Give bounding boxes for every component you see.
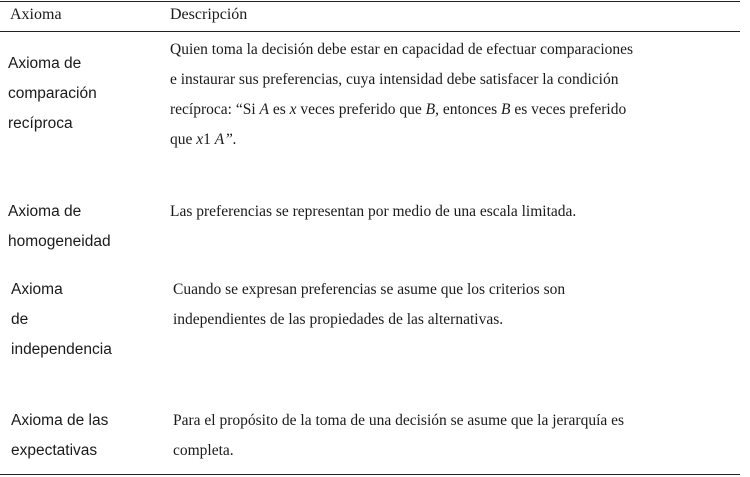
row-3-axiom-line-3: independencia bbox=[11, 341, 112, 358]
row-3-description bbox=[173, 275, 736, 335]
row-1-desc-line-2: e instaurar sus preferencias, cuya intensidad debe satisfacer la condición bbox=[170, 71, 619, 88]
row-1-desc-line-4: que x1 A”. bbox=[170, 131, 237, 148]
row-1-axiom-line-2: comparación bbox=[8, 85, 97, 102]
row-3-desc-line-1: Cuando se expresan preferencias se asume que los criterios son bbox=[173, 281, 566, 298]
row-2-axiom-line-1: Axioma de bbox=[8, 203, 82, 220]
header-axioma: Axioma bbox=[10, 6, 62, 23]
table-top-rule bbox=[0, 1, 740, 2]
row-4-axiom-line-1: Axioma de las bbox=[11, 412, 109, 429]
row-2-axiom bbox=[8, 197, 158, 257]
row-1-description bbox=[170, 35, 736, 155]
row-2-desc-line-1: Las preferencias se representan por medio de una escala limitada. bbox=[170, 203, 577, 220]
row-1-axiom bbox=[8, 49, 158, 139]
row-2-axiom-line-2: homogeneidad bbox=[8, 233, 111, 250]
header-descripcion: Descripción bbox=[170, 6, 248, 23]
row-1-axiom-line-3: recíproca bbox=[8, 115, 73, 132]
table-header-rule bbox=[0, 31, 740, 32]
row-3-axiom-line-2: de bbox=[11, 311, 29, 328]
table-bottom-rule bbox=[0, 474, 740, 475]
row-4-axiom-line-2: expectativas bbox=[11, 442, 98, 459]
row-3-axiom-line-1: Axioma bbox=[11, 281, 63, 298]
row-3-axiom bbox=[11, 275, 161, 365]
row-1-axiom-line-1: Axioma de bbox=[8, 55, 82, 72]
row-4-axiom bbox=[11, 406, 161, 466]
row-3-desc-line-2: independientes de las propiedades de las alternativas. bbox=[173, 311, 504, 328]
row-2-description bbox=[170, 197, 736, 227]
row-4-description bbox=[173, 406, 736, 466]
row-4-desc-line-1: Para el propósito de la toma de una decisión se asume que la jerarquía es bbox=[173, 412, 625, 429]
row-1-desc-line-3: recíproca: “Si A es x veces preferido que B, entonces B es veces preferido bbox=[170, 101, 627, 118]
row-1-desc-line-1: Quien toma la decisión debe estar en capacidad de efectuar comparaciones bbox=[170, 41, 634, 58]
row-4-desc-line-2: completa. bbox=[173, 442, 234, 459]
